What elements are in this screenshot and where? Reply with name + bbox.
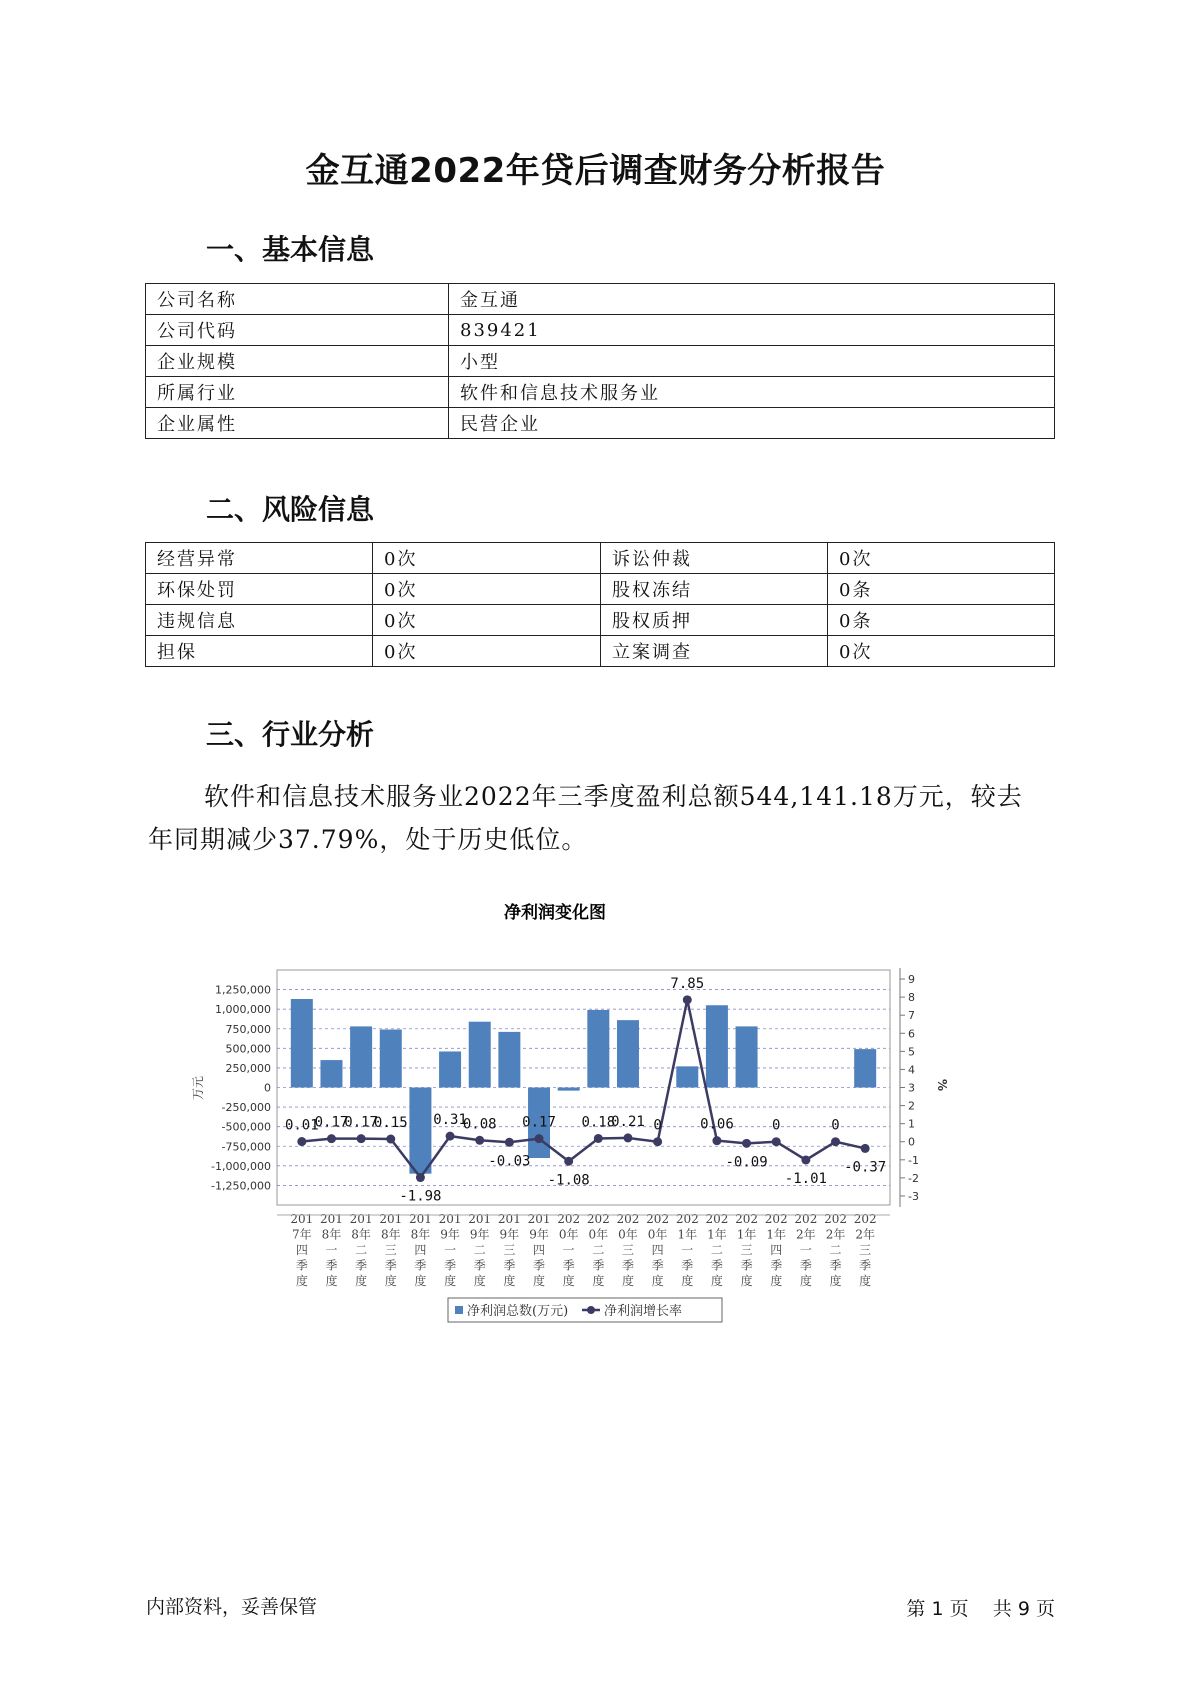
y2-tick-label: -2 <box>908 1171 919 1185</box>
page-prefix: 第 <box>906 1598 926 1620</box>
bar <box>350 1026 372 1087</box>
x-category-label: 度 <box>770 1274 783 1288</box>
y2-tick-label: 4 <box>908 1063 915 1077</box>
bar <box>498 1032 520 1088</box>
risk-info-label: 违规信息 <box>146 605 373 636</box>
y2-tick-label: 3 <box>908 1081 915 1095</box>
growth-rate-label: 0.01 <box>284 1117 319 1134</box>
risk-info-value: 0次 <box>828 543 1055 574</box>
x-category-label: 季 <box>592 1258 605 1273</box>
basic-info-label: 所属行业 <box>146 377 449 408</box>
x-category-label: 201 <box>349 1212 373 1226</box>
x-category-label: 四 <box>533 1243 546 1257</box>
x-category-label: 201 <box>290 1212 314 1226</box>
growth-rate-label: 0.21 <box>611 1113 645 1130</box>
x-category-label: 度 <box>325 1274 338 1288</box>
y2-axis-title: % <box>935 1078 949 1092</box>
x-category-label: 季 <box>562 1258 575 1273</box>
x-category-label: 三 <box>503 1243 516 1257</box>
x-category-label: 度 <box>355 1274 368 1288</box>
x-category-label: 三 <box>384 1243 397 1257</box>
bar <box>706 1005 728 1087</box>
x-category-label: 季 <box>503 1258 516 1273</box>
x-category-label: 8年 <box>410 1227 431 1242</box>
risk-info-value: 0次 <box>373 605 601 636</box>
basic-info-value: 金互通 <box>449 284 1055 315</box>
growth-rate-label: 0.17 <box>314 1114 349 1131</box>
x-category-label: 0年 <box>588 1227 609 1242</box>
page-mid: 页 <box>949 1598 969 1620</box>
growth-rate-point <box>623 1133 632 1142</box>
growth-rate-point <box>357 1134 366 1143</box>
x-category-label: 度 <box>414 1274 427 1288</box>
y2-tick-label: -1 <box>908 1153 919 1167</box>
risk-info-value: 0条 <box>828 574 1055 605</box>
growth-rate-point <box>712 1136 721 1145</box>
total-prefix: 共 <box>992 1598 1012 1620</box>
risk-info-value: 0次 <box>373 574 601 605</box>
risk-info-label: 立案调查 <box>601 636 828 667</box>
x-category-label: 度 <box>295 1274 308 1288</box>
growth-rate-line <box>302 1000 865 1178</box>
growth-rate-label: 0 <box>831 1117 840 1134</box>
x-category-label: 202 <box>586 1212 610 1226</box>
risk-info-row <box>146 605 1055 636</box>
x-category-label: 202 <box>764 1212 788 1226</box>
x-category-label: 度 <box>444 1274 457 1288</box>
x-category-label: 201 <box>527 1212 551 1226</box>
page-current: 1 <box>931 1598 944 1620</box>
y-tick-label: 1,000,000 <box>215 1003 271 1017</box>
basic-info-row <box>146 408 1055 439</box>
x-category-label: 度 <box>740 1274 753 1288</box>
x-category-label: 7年 <box>292 1227 312 1242</box>
bar <box>320 1060 342 1087</box>
risk-info-value: 0次 <box>373 543 601 574</box>
x-category-label: 一 <box>681 1243 694 1257</box>
growth-rate-label: -1.98 <box>399 1188 442 1205</box>
growth-rate-label: 0 <box>772 1117 781 1134</box>
basic-info-label: 公司名称 <box>146 284 449 315</box>
x-category-label: 二 <box>710 1243 723 1257</box>
x-category-label: 三 <box>740 1243 753 1257</box>
growth-rate-point <box>564 1157 573 1166</box>
risk-info-label: 担保 <box>146 636 373 667</box>
x-category-label: 0年 <box>558 1227 579 1242</box>
y2-tick-label: 7 <box>908 1009 915 1023</box>
growth-rate-label: 0.17 <box>344 1114 378 1131</box>
growth-rate-point <box>742 1139 751 1148</box>
risk-info-value: 0次 <box>828 636 1055 667</box>
basic-info-row <box>146 346 1055 377</box>
growth-rate-point <box>475 1136 484 1145</box>
x-category-label: 季 <box>829 1258 842 1273</box>
x-category-label: 四 <box>651 1243 664 1257</box>
x-category-label: 1年 <box>766 1227 787 1242</box>
x-category-label: 度 <box>829 1274 842 1288</box>
x-category-label: 202 <box>824 1212 847 1226</box>
x-category-label: 2年 <box>796 1227 816 1242</box>
growth-rate-label: 0.18 <box>581 1114 616 1131</box>
growth-rate-label: -0.09 <box>725 1154 768 1171</box>
y2-tick-label: 6 <box>908 1027 915 1041</box>
growth-rate-label: 0.08 <box>462 1116 497 1133</box>
x-category-label: 202 <box>646 1212 670 1226</box>
bar <box>469 1022 491 1088</box>
risk-info-row <box>146 574 1055 605</box>
y-tick-label: -750,000 <box>221 1140 271 1154</box>
x-category-label: 度 <box>592 1274 605 1288</box>
basic-info-label: 公司代码 <box>146 315 449 346</box>
x-category-label: 度 <box>799 1274 812 1288</box>
x-category-label: 202 <box>853 1212 877 1226</box>
risk-info-table <box>145 542 1055 667</box>
basic-info-row <box>146 284 1055 315</box>
x-category-label: 度 <box>710 1274 723 1288</box>
x-category-label: 度 <box>473 1274 486 1288</box>
basic-info-row <box>146 377 1055 408</box>
bar <box>380 1030 402 1088</box>
basic-info-table <box>145 283 1055 439</box>
growth-rate-point <box>297 1137 306 1146</box>
x-category-label: 季 <box>770 1258 783 1273</box>
industry-paragraph <box>148 775 1048 861</box>
basic-info-label: 企业规模 <box>146 346 449 377</box>
x-category-label: 201 <box>320 1212 343 1226</box>
y-tick-label: -500,000 <box>221 1120 271 1134</box>
growth-rate-point <box>801 1155 810 1164</box>
y2-tick-label: 1 <box>908 1117 915 1131</box>
x-category-label: 201 <box>438 1212 462 1226</box>
x-category-label: 四 <box>295 1243 308 1257</box>
risk-info-label: 股权质押 <box>601 605 828 636</box>
y-axis-title: 万元 <box>191 1075 205 1101</box>
x-category-label: 一 <box>799 1243 812 1257</box>
x-category-label: 8年 <box>321 1227 342 1242</box>
x-category-label: 201 <box>408 1212 432 1226</box>
risk-info-row <box>146 636 1055 667</box>
x-category-label: 二 <box>355 1243 368 1257</box>
x-category-label: 1年 <box>736 1227 757 1242</box>
x-category-label: 度 <box>621 1274 634 1288</box>
y-tick-label: 0 <box>264 1081 271 1095</box>
x-category-label: 202 <box>675 1212 699 1226</box>
x-category-label: 季 <box>710 1258 723 1273</box>
bar <box>439 1051 461 1087</box>
x-category-label: 度 <box>562 1274 575 1288</box>
x-category-label: 9年 <box>469 1227 490 1242</box>
report-title: 金互通2022年贷后调查财务分析报告 <box>305 151 886 191</box>
x-category-label: 季 <box>384 1258 397 1273</box>
basic-info-value: 小型 <box>449 346 1055 377</box>
x-category-label: 8年 <box>380 1227 401 1242</box>
x-category-label: 9年 <box>529 1227 549 1242</box>
x-category-label: 202 <box>735 1212 759 1226</box>
footer-confidential: 内部资料，妥善保管 <box>146 1596 318 1618</box>
risk-info-label: 诉讼仲裁 <box>601 543 828 574</box>
x-category-label: 202 <box>616 1212 640 1226</box>
basic-info-value: 软件和信息技术服务业 <box>449 377 1055 408</box>
x-category-label: 201 <box>379 1212 403 1226</box>
growth-rate-point <box>831 1137 840 1146</box>
chart-title: 净利润变化图 <box>504 903 606 923</box>
y-tick-label: 500,000 <box>225 1042 271 1056</box>
section-heading-industry: 三、行业分析 <box>206 718 375 751</box>
y2-tick-label: 0 <box>908 1135 915 1149</box>
growth-rate-label: -1.08 <box>547 1172 590 1189</box>
y-tick-label: -1,000,000 <box>211 1159 271 1173</box>
y2-tick-label: 5 <box>908 1045 915 1059</box>
x-category-label: 9年 <box>499 1227 520 1242</box>
growth-rate-label: 0.06 <box>700 1116 734 1133</box>
x-category-label: 季 <box>681 1258 694 1273</box>
y-tick-label: -250,000 <box>221 1101 271 1115</box>
chart-svg <box>180 885 980 1345</box>
industry-paragraph-text: 软件和信息技术服务业2022年三季度盈利总额544,141.18万元，较去年同期减少37.79%，处于历史低位。 <box>148 782 1023 854</box>
x-category-label: 202 <box>794 1212 818 1226</box>
bar <box>409 1088 431 1174</box>
x-category-label: 季 <box>533 1258 546 1273</box>
x-category-label: 季 <box>473 1258 486 1273</box>
growth-rate-label: -0.03 <box>488 1153 531 1170</box>
y-tick-label: 1,250,000 <box>215 983 271 997</box>
growth-rate-point <box>446 1132 455 1141</box>
y-tick-label: 750,000 <box>225 1022 271 1036</box>
growth-rate-point <box>327 1134 336 1143</box>
growth-rate-point <box>416 1173 425 1182</box>
growth-rate-point <box>386 1135 395 1144</box>
legend-swatch-bar <box>455 1306 463 1314</box>
x-category-label: 9年 <box>440 1227 460 1242</box>
x-category-label: 0年 <box>618 1227 638 1242</box>
x-category-label: 季 <box>444 1258 457 1273</box>
risk-info-row <box>146 543 1055 574</box>
x-category-label: 8年 <box>351 1227 371 1242</box>
growth-rate-label: -0.37 <box>844 1159 887 1176</box>
x-category-label: 1年 <box>677 1227 698 1242</box>
y2-tick-label: 8 <box>908 991 915 1005</box>
x-category-label: 度 <box>651 1274 664 1288</box>
basic-info-row <box>146 315 1055 346</box>
growth-rate-point <box>861 1144 870 1153</box>
x-category-label: 季 <box>799 1258 812 1273</box>
legend-swatch-point <box>587 1306 595 1314</box>
section-heading-risk: 二、风险信息 <box>206 493 375 526</box>
x-category-label: 季 <box>859 1258 872 1273</box>
x-category-label: 三 <box>859 1243 872 1257</box>
y2-tick-label: 2 <box>908 1099 915 1113</box>
x-category-label: 二 <box>592 1243 605 1257</box>
growth-rate-point <box>535 1134 544 1143</box>
growth-rate-label: 0.31 <box>433 1112 467 1129</box>
x-category-label: 四 <box>414 1243 427 1257</box>
risk-info-label: 经营异常 <box>146 543 373 574</box>
x-category-label: 度 <box>681 1274 694 1288</box>
x-category-label: 度 <box>533 1274 546 1288</box>
x-category-label: 201 <box>468 1212 492 1226</box>
risk-info-value: 0条 <box>828 605 1055 636</box>
y-tick-label: -1,250,000 <box>211 1179 271 1193</box>
x-category-label: 度 <box>859 1274 872 1288</box>
footer-page-number <box>906 1594 1055 1621</box>
x-category-label: 0年 <box>647 1227 668 1242</box>
growth-rate-label: 0 <box>653 1117 662 1134</box>
bar <box>736 1026 758 1087</box>
x-category-label: 季 <box>295 1258 308 1273</box>
bar <box>558 1088 580 1091</box>
growth-rate-point <box>594 1134 603 1143</box>
bar <box>617 1020 639 1087</box>
y2-tick-label: -3 <box>908 1189 919 1203</box>
growth-rate-label: 0.17 <box>522 1114 556 1131</box>
x-category-label: 季 <box>651 1258 664 1273</box>
risk-info-label: 环保处罚 <box>146 574 373 605</box>
x-category-label: 二 <box>829 1243 842 1257</box>
bar <box>676 1066 698 1087</box>
bar <box>587 1010 609 1088</box>
basic-info-value: 839421 <box>449 315 1055 346</box>
growth-rate-point <box>505 1138 514 1147</box>
x-category-label: 四 <box>770 1243 783 1257</box>
x-category-label: 度 <box>503 1274 516 1288</box>
growth-rate-point <box>683 995 692 1004</box>
bar <box>854 1049 876 1087</box>
net-profit-chart <box>180 885 980 1345</box>
x-category-label: 三 <box>621 1243 634 1257</box>
x-category-label: 度 <box>384 1274 397 1288</box>
x-category-label: 季 <box>355 1258 368 1273</box>
x-category-label: 季 <box>414 1258 427 1273</box>
basic-info-label: 企业属性 <box>146 408 449 439</box>
x-category-label: 2年 <box>855 1227 875 1242</box>
x-category-label: 季 <box>325 1258 338 1273</box>
legend-label-bar: 净利润总数(万元) <box>467 1304 569 1319</box>
risk-info-label: 股权冻结 <box>601 574 828 605</box>
section-heading-basic: 一、基本信息 <box>206 233 375 266</box>
growth-rate-label: 7.85 <box>670 975 705 992</box>
x-category-label: 季 <box>621 1258 634 1273</box>
bar <box>291 999 313 1088</box>
basic-info-value: 民营企业 <box>449 408 1055 439</box>
growth-rate-point <box>653 1137 662 1146</box>
page-total: 9 <box>1017 1598 1030 1620</box>
x-category-label: 202 <box>705 1212 729 1226</box>
y2-tick-label: 9 <box>908 973 915 987</box>
x-category-label: 季 <box>740 1258 753 1273</box>
x-category-label: 201 <box>497 1212 521 1226</box>
growth-rate-point <box>772 1137 781 1146</box>
legend-label-line: 净利润增长率 <box>604 1304 683 1319</box>
x-category-label: 一 <box>325 1243 338 1257</box>
risk-info-value: 0次 <box>373 636 601 667</box>
growth-rate-label: -1.01 <box>784 1170 827 1187</box>
total-suffix: 页 <box>1035 1598 1055 1620</box>
x-category-label: 202 <box>557 1212 581 1226</box>
x-category-label: 一 <box>562 1243 575 1257</box>
y-tick-label: 250,000 <box>225 1061 271 1075</box>
x-category-label: 1年 <box>707 1227 727 1242</box>
x-category-label: 二 <box>473 1243 486 1257</box>
x-category-label: 一 <box>444 1243 457 1257</box>
x-category-label: 2年 <box>825 1227 846 1242</box>
growth-rate-label: 0.15 <box>373 1115 408 1132</box>
